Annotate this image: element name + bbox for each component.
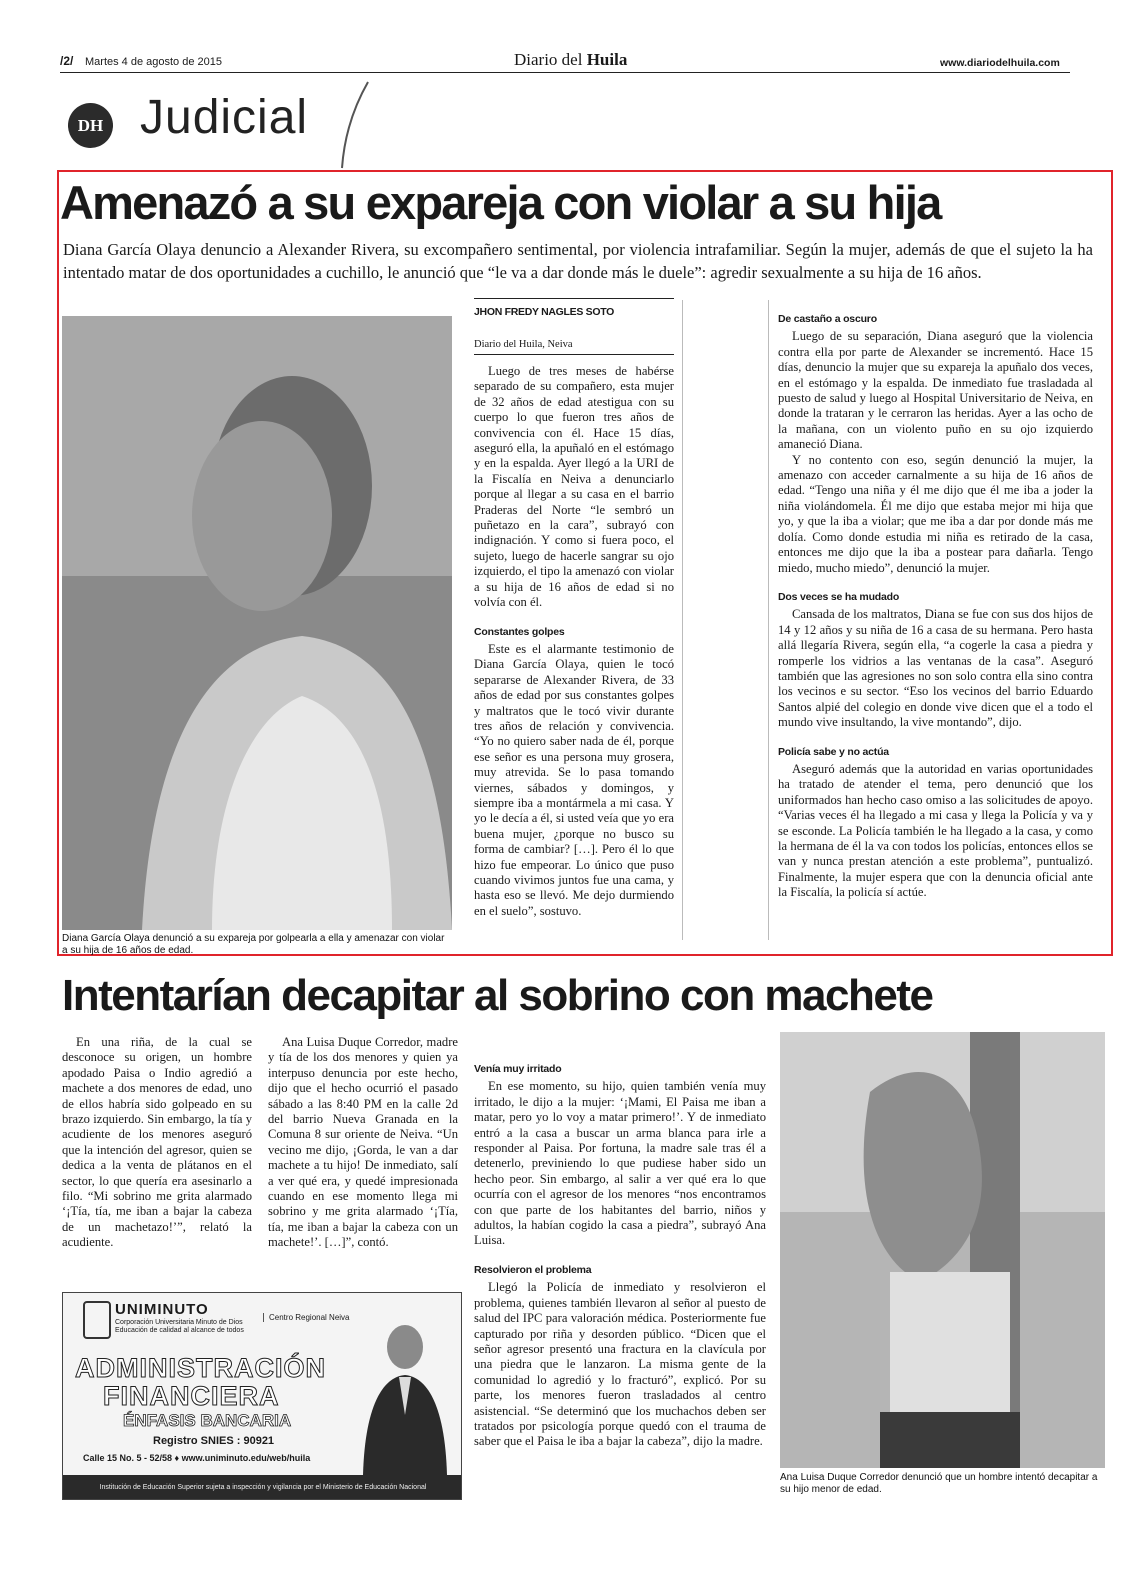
ad-brand: UNIMINUTO xyxy=(115,1301,209,1318)
article1-subhead: Policía sabe y no actúa xyxy=(778,745,889,758)
page-number: /2/ xyxy=(60,54,74,68)
article1-paragraph: Aseguró además que la autoridad en varias oportunidades ha tratado de atender el tema, pero denunció que los uniformados han hecho caso omiso a las solicitudes de apoyo. “Varias veces él ha llegado a mi casa y llega la Policía y va y se esconde. La Policía también le ha llegado a la casa, y como la hermana de él la va con todos los policías, entonces ellos se van y nunca prestan atención a este problema”, puntualizó. Finalmente, la mujer espera que con la denuncia oficial ante la Fiscalía, la policía sí actúe. xyxy=(778,761,1093,900)
ad-footer: Institución de Educación Superior sujeta a inspección y vigilancia por el Ministerio de Educación Nacional xyxy=(63,1475,462,1500)
woman-photo-placeholder xyxy=(62,316,452,930)
article2-paragraph: Ana Luisa Duque Corredor, madre y tía de los dos menores y quien ya interpuso denuncia por este hecho, dijo que el hecho ocurrió el pasado sábado a las 8:40 PM en la calle 2d del barrio Nueva Granada en la Comuna 8 sur oriente de Neiva. “Un vecino me dijo, ¡Gorda, le van a dar machete a tu hijo! De inmediato, salí a ver qué era, y quedé impresionada cuando en ese momento llega mi sobrino y me grita alarmado ‘¡Tía, tía, me iban a bajar la cabeza con un machete!’. […]”, contó. xyxy=(268,1035,458,1250)
article1-column-2 xyxy=(778,312,1093,901)
column-divider xyxy=(682,300,683,940)
ad-address: Calle 15 No. 5 - 52/58 ♦ www.uniminuto.edu/web/huila xyxy=(83,1453,311,1463)
article2-photo xyxy=(780,1032,1105,1468)
ad-headline-3: ÉNFASIS BANCARIA xyxy=(123,1411,292,1430)
article1-column-1 xyxy=(474,364,674,919)
section-swoosh-icon xyxy=(340,80,370,170)
ad-registro: Registro SNIES : 90921 xyxy=(153,1435,275,1447)
header-rule xyxy=(60,72,1070,73)
article2-column-3 xyxy=(474,1062,766,1450)
issue-date: Martes 4 de agosto de 2015 xyxy=(85,56,222,68)
article2-photo-caption: Ana Luisa Duque Corredor denunció que un hombre intentó decapitar a su hijo menor de edad. xyxy=(780,1472,1098,1495)
article2-paragraph: En una riña, de la cual se desconoce su origen, un hombre apodado Paisa o Indio agredió a machete a dos menores de edad, uno de ellos habría sido golpeado en su brazo izquierdo. Sin embargo, la tía y acudiente de los menores aseguró que la intención del agresor, quien se dedica a la venta de plátanos en el sector, lo que quería era asesinarlo a filo. “Mi sobrino me grita alarmado ‘¡Tía, tía, me iban a bajar la cabeza de un machetazo!’”, relató la acudiente. xyxy=(62,1035,252,1250)
article2-column-1 xyxy=(62,1035,252,1251)
masthead xyxy=(514,50,627,70)
article1-lead: Diana García Olaya denuncio a Alexander Rivera, su excompañero sentimental, por violencia intrafamiliar. Según la mujer, además de que el sujeto la ha intentado matar de dos oportunidades a cuchillo, le anunció que “le va a dar donde más le duele”: agredir sexualmente a su hija de 16 años. xyxy=(63,240,1093,282)
section-title: Judicial xyxy=(140,91,309,144)
article1-subhead: De castaño a oscuro xyxy=(778,313,877,325)
byline-rule xyxy=(474,298,674,299)
article1-byline: JHON FREDY NAGLES SOTO xyxy=(474,306,615,318)
article1-headline: Amenazó a su expareja con violar a su hija xyxy=(60,176,941,229)
article1-paragraph: Cansada de los maltratos, Diana se fue con sus dos hijos de 14 y 12 años y su niña de 16 a casa de su hermana. Pero hasta allá llegaría Rivera, según ella, “a cogerle la casa a piedra y romperle los vidrios a las ventanas de la casa”. Aseguró también que las agresiones no son solo contra ella sino contra los vecinos e su sector. “Eso los vecinos del barrio Eduardo Santos alpié del colegio en donde vive dicen que el a todo el mundo vive insultando, la vive montando”, dijo. xyxy=(778,607,1093,730)
ad-headline-2: FINANCIERA xyxy=(103,1381,280,1411)
column-divider xyxy=(768,300,769,940)
ad-brand-sub2: Educación de calidad al alcance de todos xyxy=(115,1327,244,1334)
website-url: www.diariodelhuila.com xyxy=(940,57,1060,69)
article1-paragraph: Este es el alarmante testimonio de Diana García Olaya, quien le tocó separarse de Alexander Rivera, de 33 años de edad por sus constantes golpes y maltratos que le tocó vivir durante tres años de relación y convivencia. “Yo no quiero saber nada de él, porque ese señor es una persona muy grosera, muy atrevida. Se lo pasa tomando viernes, sábados y domingos, y siempre iba a montármela a mi casa. Y yo le decía a él, si usted veía que yo era buena mujer, ¿porque no busco su forma de cambiar? […]. Pero él lo que hizo fue empeorar. Lo único que puso cuando vivimos juntos fue una cama, y hasta eso se llevó. Me dejo durmiendo en el suelo”, sostuvo. xyxy=(474,641,674,918)
ad-person-image xyxy=(353,1315,453,1475)
article1-paragraph: Luego de tres meses de habérse separado de su compañero, esta mujer de 32 años de edad atestigua con su cuerpo lo que fueron tres años de convivencia con él. Hace 15 días, aseguró ella, la apuñaló en el estómago y en la espalda. Ayer llegó a la URI de la Fiscalía en Neiva a denunciarlo porque al llegar a su casa en el barrio Praderas del Norte “le sembró un puñetazo en la cara”, subrayó con indignación. Y como si fuera poco, el sujeto, luego de hacerle sangrar su ojo izquierdo, el tipo la amenazó con violar a su hija de 16 años de edad si no volvía con él. xyxy=(474,364,674,610)
logo-text: DH xyxy=(77,116,104,135)
article2-subhead: Resolvieron el problema xyxy=(474,1263,592,1276)
article1-photo-caption: Diana García Olaya denunció a su expareja por golpearla a ella y amenazar con violar a su hija de 16 años de edad. xyxy=(62,933,445,956)
article1-paragraph: Y no contento con eso, según denunció la mujer, la amenazo con acceder carnalmente a su hija de 16 años de edad. “Tengo una niña y él me dijo que él me iba a joder la niña violándomela. Él me dijo que estaba mejor mi hija que yo, y que la iba a violar; que me iba a dar por donde más me dolía. Como donde estudia mi niña es retirado de la casa, entonces me dijo que la iba a postear para dañarla. Tengo miedo, mucho miedo”, denunció la mujer. xyxy=(778,452,1093,575)
ad-center: Centro Regional Neiva xyxy=(263,1313,350,1322)
article2-paragraph: En ese momento, su hijo, quien también venía muy irritado, le dijo a la mujer: ‘¡Mami, El Paisa me iban a matar, pero yo lo voy a matar primero!’. Y de inmediato entró a la casa a buscar un arma blanca para irle a responder al Paisa. Por fortuna, la madre sale tras él a detenerlo, previniendo lo que pudiese haber sido un hecho peor. Sin embargo, al salir a ver qué era lo que ocurría con el agresor de los menores “nos encontramos con que parte de los habitantes del barrio, niños y adultos, la habían cogido la casa a piedra”, subrayó Ana Luisa. xyxy=(474,1079,766,1248)
boy-photo-placeholder xyxy=(780,1032,1105,1468)
article2-column-2 xyxy=(268,1035,458,1251)
masthead-prefix: Diario del xyxy=(514,50,583,69)
article2-subhead: Venía muy irritado xyxy=(474,1063,562,1075)
ad-headline-1: ADMINISTRACIÓN xyxy=(75,1353,326,1383)
article1-subhead: Dos veces se ha mudado xyxy=(778,590,900,603)
article1-paragraph: Luego de su separación, Diana aseguró que la violencia contra ella por parte de Alexander se incrementó. Hace 15 días, denuncio la mujer que su expareja la apuñalo dos veces, en el estómago y la espalda. De inmediato fue trasladada al puesto de salud y luego al Hospital Universitario de Neiva, en donde la trataran y le cerraron las heridas. Ayer a las ocho de la mañana, con un violento puño en su ojo izquierdo amaneció Diana. xyxy=(778,329,1093,452)
man-in-suit-icon xyxy=(353,1315,453,1475)
masthead-bold: Huila xyxy=(586,50,628,69)
dateline-rule xyxy=(474,354,674,355)
ad-box[interactable] xyxy=(62,1292,462,1500)
article1-dateline: Diario del Huila, Neiva xyxy=(474,339,573,350)
article1-photo xyxy=(62,316,452,930)
article1-subhead: Constantes golpes xyxy=(474,625,565,638)
article2-paragraph: Llegó la Policía de inmediato y resolvieron el problema, quienes también llevaron al señor al puesto de salud del IPC para valoración médica. Posteriormente fue capturado por riña y desorden público. “Dicen que el señor agresor presentó una fractura en la clavícula por una piedra que le lanzaron. La misma gente de la comunidad lo agredió y lo fracturó”, explicó. Por su parte, los menores fueron trasladados al centro asistencial. “Se determinó que los muchachos deben ser tratados por psicología porque quedó con el trauma de saber que el Paisa le iba a bajar la cabeza”, dijo la madre. xyxy=(474,1280,766,1449)
dh-logo-icon xyxy=(68,103,113,148)
uniminuto-logo-icon xyxy=(83,1301,111,1339)
article2-headline: Intentarían decapitar al sobrino con machete xyxy=(62,971,933,1020)
ad-brand-sub1: Corporación Universitaria Minuto de Dios xyxy=(115,1319,243,1326)
